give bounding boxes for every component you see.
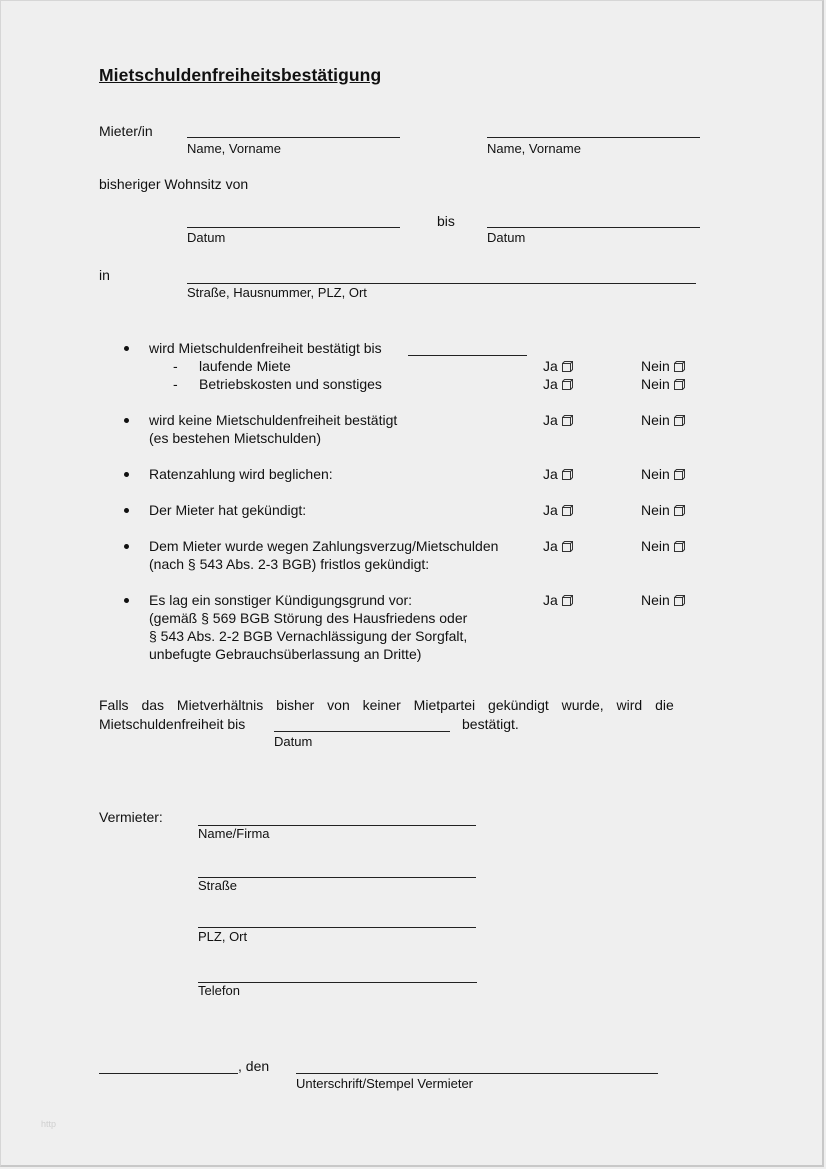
no-label: Nein [641, 466, 670, 482]
residence-from-date-field[interactable] [187, 213, 400, 228]
checklist-item-2-no-option[interactable] [641, 412, 685, 429]
checkbox-icon[interactable] [562, 415, 573, 426]
landlord-name-caption: Name/Firma [198, 826, 270, 841]
subitem-dash: - [173, 358, 178, 374]
landlord-street-field[interactable] [198, 863, 476, 878]
yes-label: Ja [543, 502, 558, 518]
residence-until-date-field[interactable] [487, 213, 700, 228]
residence-label: bisheriger Wohnsitz von [99, 176, 249, 192]
checklist-item-4-no-option[interactable] [641, 502, 685, 519]
no-label: Nein [641, 376, 670, 392]
yes-label: Ja [543, 358, 558, 374]
watermark: http [41, 1119, 57, 1129]
checklist-item-2-line-1: wird keine Mietschuldenfreiheit bestätigt [149, 412, 398, 428]
checkbox-icon[interactable] [562, 361, 573, 372]
checkbox-icon[interactable] [674, 595, 685, 606]
checkbox-icon[interactable] [674, 379, 685, 390]
checklist-item-3-line-1: Ratenzahlung wird beglichen: [149, 466, 333, 482]
document-title: Mietschuldenfreiheitsbestätigung [99, 65, 382, 85]
confirmation-line-2-suffix: bestätigt. [462, 716, 519, 732]
checklist-item-5-no-option[interactable] [641, 538, 685, 555]
tenant-name-caption-2: Name, Vorname [487, 141, 581, 156]
subitem-1-text: laufende Miete [199, 358, 291, 374]
residence-from-caption: Datum [187, 230, 226, 245]
residence-in-label: in [99, 267, 110, 283]
confirmation-line-1: Falls das Mietverhältnis bisher von keiner Mietpartei gekündigt wurde, wird die [99, 697, 674, 713]
no-label: Nein [641, 592, 670, 608]
checklist-item-1-date-field[interactable] [408, 341, 527, 356]
checklist-item-1-text: wird Mietschuldenfreiheit bestätigt bis [149, 340, 382, 356]
checklist-item-5-line-1: Dem Mieter wurde wegen Zahlungsverzug/Mietschulden [149, 538, 499, 554]
residence-until-caption: Datum [487, 230, 526, 245]
landlord-label: Vermieter: [99, 809, 163, 825]
landlord-phone-field[interactable] [198, 968, 477, 983]
checklist-item-3-yes-option[interactable] [543, 466, 573, 483]
checkbox-icon[interactable] [562, 469, 573, 480]
residence-address-field[interactable] [187, 268, 696, 284]
yes-label: Ja [543, 466, 558, 482]
signature-caption: Unterschrift/Stempel Vermieter [296, 1076, 474, 1091]
subitem-1-yes-option[interactable] [543, 358, 573, 375]
signature-field[interactable] [296, 1059, 658, 1074]
checklist-item-6-no-option[interactable] [641, 592, 685, 609]
checkbox-icon[interactable] [562, 379, 573, 390]
landlord-city-field[interactable] [198, 913, 476, 928]
checkbox-icon[interactable] [674, 361, 685, 372]
residence-address-caption: Straße, Hausnummer, PLZ, Ort [187, 285, 367, 300]
bullet-icon [124, 598, 129, 603]
bullet-icon [124, 472, 129, 477]
checklist-item-4-line-1: Der Mieter hat gekündigt: [149, 502, 307, 518]
subitem-2-text: Betriebskosten und sonstiges [199, 376, 382, 392]
checklist-item-2-line-2: (es bestehen Mietschulden) [149, 430, 321, 446]
checklist-item-6-line-3: § 543 Abs. 2-2 BGB Vernachlässigung der Sorgfalt, [149, 628, 468, 644]
no-label: Nein [641, 358, 670, 374]
checkbox-icon[interactable] [562, 505, 573, 516]
checklist-item-6-line-2: (gemäß § 569 BGB Störung des Hausfriedens oder [149, 610, 468, 626]
bullet-icon [124, 508, 129, 513]
checkbox-icon[interactable] [562, 595, 573, 606]
checklist-item-5-line-2: (nach § 543 Abs. 2-3 BGB) fristlos gekündigt: [149, 556, 430, 572]
subitem-dash: - [173, 376, 178, 392]
subitem-2-yes-option[interactable] [543, 376, 573, 393]
subitem-1-no-option[interactable] [641, 358, 685, 375]
tenant-label: Mieter/in [99, 123, 153, 139]
landlord-phone-caption: Telefon [198, 983, 240, 998]
checkbox-icon[interactable] [562, 541, 573, 552]
yes-label: Ja [543, 538, 558, 554]
checklist-item-6-line-1: Es lag ein sonstiger Kündigungsgrund vor: [149, 592, 413, 608]
confirmation-line-2-prefix: Mietschuldenfreiheit bis [99, 716, 246, 732]
checklist-item-3-no-option[interactable] [641, 466, 685, 483]
residence-until-label: bis [437, 213, 455, 229]
checkbox-icon[interactable] [674, 469, 685, 480]
subitem-2-no-option[interactable] [641, 376, 685, 393]
bullet-icon [124, 544, 129, 549]
checklist-item-6-line-4: unbefugte Gebrauchsüberlassung an Dritte) [149, 646, 422, 662]
yes-label: Ja [543, 592, 558, 608]
landlord-name-field[interactable] [198, 811, 476, 826]
checklist-item-5-yes-option[interactable] [543, 538, 573, 555]
tenant-name-caption-1: Name, Vorname [187, 141, 281, 156]
bullet-icon [124, 346, 129, 351]
signature-place-field[interactable] [99, 1059, 238, 1074]
confirmation-date-caption: Datum [274, 734, 313, 749]
landlord-city-caption: PLZ, Ort [198, 929, 248, 944]
signature-place-suffix: , den [238, 1058, 270, 1074]
checklist-item-4-yes-option[interactable] [543, 502, 573, 519]
checklist-item-2-yes-option[interactable] [543, 412, 573, 429]
tenant-name-field-2[interactable] [487, 123, 700, 138]
checklist-item-6-yes-option[interactable] [543, 592, 573, 609]
tenant-name-field-1[interactable] [187, 123, 400, 138]
confirmation-date-field[interactable] [274, 716, 450, 732]
checkbox-icon[interactable] [674, 541, 685, 552]
yes-label: Ja [543, 376, 558, 392]
no-label: Nein [641, 502, 670, 518]
no-label: Nein [641, 412, 670, 428]
no-label: Nein [641, 538, 670, 554]
yes-label: Ja [543, 412, 558, 428]
landlord-street-caption: Straße [198, 878, 238, 893]
bullet-icon [124, 418, 129, 423]
checkbox-icon[interactable] [674, 415, 685, 426]
checkbox-icon[interactable] [674, 505, 685, 516]
